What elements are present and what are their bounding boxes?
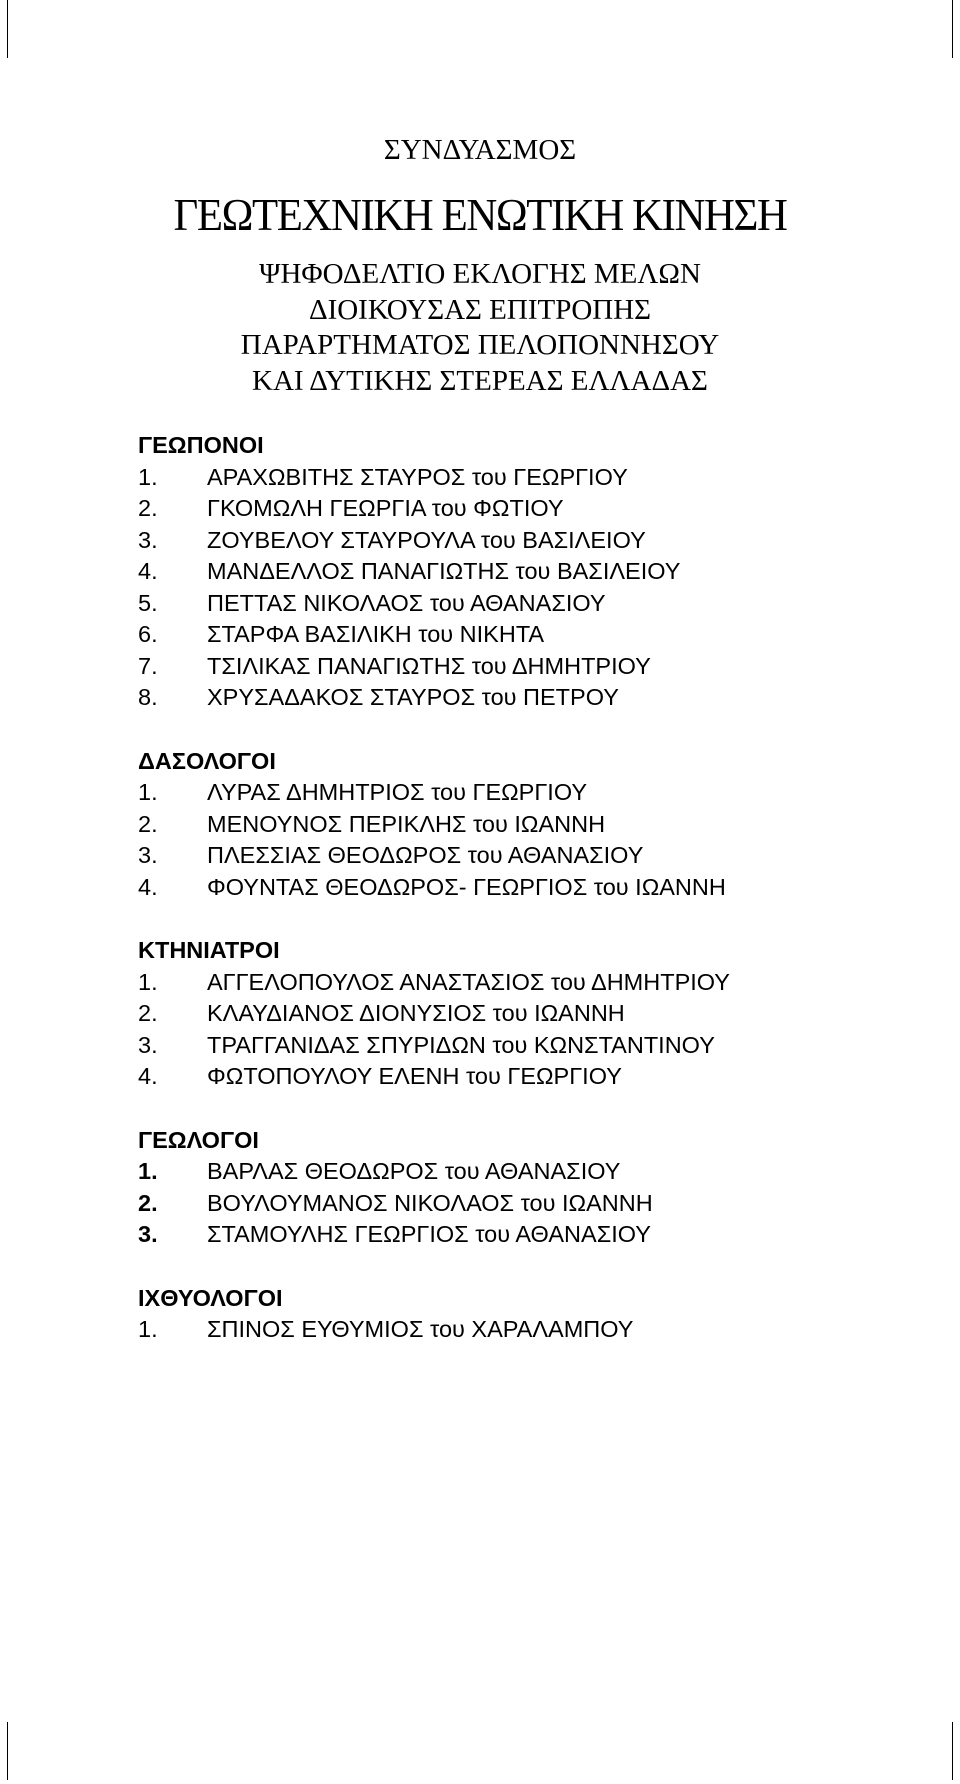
candidate-number: 1. — [138, 779, 158, 805]
candidate-name: ΛΥΡΑΣ ΔΗΜΗΤΡΙΟΣ του ΓΕΩΡΓΙΟΥ — [207, 779, 588, 805]
crop-mark-bottom-left — [7, 1722, 8, 1780]
candidate-number: 7. — [138, 652, 158, 679]
candidate-number: 2. — [138, 1189, 158, 1216]
candidate-number: 1. — [138, 968, 158, 995]
candidate-row — [138, 588, 898, 620]
ballot-subtitle-line-3: ΠΑΡΑΡΤΗΜΑΤΟΣ ΠΕΛΟΠΟΝΝΗΣΟΥ — [240, 329, 720, 361]
candidate-number: 1. — [138, 1158, 158, 1184]
candidate-name: ΣΤΑΡΦΑ ΒΑΣΙΛΙΚΗ του ΝΙΚΗΤΑ — [207, 621, 545, 647]
candidate-name: ΤΡΑΓΓΑΝΙΔΑΣ ΣΠΥΡΙΔΩΝ του ΚΩΝΣΤΑΝΤΙΝΟΥ — [207, 1031, 715, 1058]
candidate-number: 3. — [138, 1221, 158, 1247]
candidate-row — [138, 1156, 898, 1188]
crop-mark-top-right — [952, 0, 953, 58]
candidate-number: 4. — [138, 873, 158, 900]
candidate-number: 2. — [138, 1000, 158, 1026]
candidate-row — [138, 1314, 898, 1346]
candidate-row — [138, 872, 898, 904]
candidate-name: ΦΟΥΝΤΑΣ ΘΕΟΔΩΡΟΣ- ΓΕΩΡΓΙΟΣ του ΙΩΑΝΝΗ — [207, 873, 726, 900]
coalition-label: ΣΥΝΔΥΑΣΜΟΣ — [383, 134, 577, 166]
candidate-number: 1. — [138, 463, 158, 490]
ballot-subtitle-line-4: ΚΑΙ ΔΥΤΙΚΗΣ ΣΤΕΡΕΑΣ ΕΛΛΑΔΑΣ — [252, 365, 708, 397]
candidate-number: 2. — [138, 810, 158, 837]
candidate-row — [138, 682, 898, 714]
candidate-row — [138, 1188, 898, 1220]
candidate-name: ΜΕΝΟΥΝΟΣ ΠΕΡΙΚΛΗΣ του ΙΩΑΝΝΗ — [207, 810, 606, 837]
page-title: ΓΕΩΤΕΧΝΙΚΗ ΕΝΩΤΙΚΗ ΚΙΝΗΣΗ — [173, 189, 787, 240]
candidate-name: ΒΟΥΛΟΥΜΑΝΟΣ ΝΙΚΟΛΑΟΣ του ΙΩΑΝΝΗ — [207, 1189, 653, 1216]
candidate-row — [138, 840, 898, 872]
candidate-number: 4. — [138, 558, 158, 584]
candidate-number: 4. — [138, 1063, 158, 1089]
candidate-number: 1. — [138, 1316, 158, 1342]
candidate-row — [138, 998, 898, 1030]
candidate-row — [138, 525, 898, 557]
candidate-name: ΑΓΓΕΛΟΠΟΥΛΟΣ ΑΝΑΣΤΑΣΙΟΣ του ΔΗΜΗΤΡΙΟΥ — [207, 968, 730, 995]
candidate-row — [138, 1219, 898, 1251]
candidate-row — [138, 619, 898, 651]
crop-mark-bottom-right — [952, 1722, 953, 1780]
section-ktiniatroi — [138, 935, 898, 1093]
candidate-row — [138, 1030, 898, 1062]
candidate-row — [138, 777, 898, 809]
section-geoponoi — [138, 430, 898, 714]
candidate-name: ΓΚΟΜΩΛΗ ΓΕΩΡΓΙΑ του ΦΩΤΙΟΥ — [207, 495, 564, 521]
ballot-subtitle-line-2: ΔΙΟΙΚΟΥΣΑΣ ΕΠΙΤΡΟΠΗΣ — [308, 294, 652, 326]
candidate-name: ΒΑΡΛΑΣ ΘΕΟΔΩΡΟΣ του ΑΘΑΝΑΣΙΟΥ — [207, 1158, 621, 1184]
candidate-name: ΠΕΤΤΑΣ ΝΙΚΟΛΑΟΣ του ΑΘΑΝΑΣΙΟΥ — [207, 589, 606, 616]
candidate-row — [138, 493, 898, 525]
section-heading: ΔΑΣΟΛΟΓΟΙ — [138, 747, 276, 774]
candidate-name: ΣΤΑΜΟΥΛΗΣ ΓΕΩΡΓΙΟΣ του ΑΘΑΝΑΣΙΟΥ — [207, 1221, 651, 1247]
candidate-name: ΚΛΑΥΔΙΑΝΟΣ ΔΙΟΝΥΣΙΟΣ του ΙΩΑΝΝΗ — [207, 1000, 625, 1026]
candidate-number: 3. — [138, 1031, 158, 1058]
candidate-lists — [138, 430, 898, 1378]
candidate-name: ΤΣΙΛΙΚΑΣ ΠΑΝΑΓΙΩΤΗΣ του ΔΗΜΗΤΡΙΟΥ — [207, 652, 651, 679]
section-dasologoi — [138, 746, 898, 904]
candidate-number: 2. — [138, 495, 158, 521]
section-heading: ΚΤΗΝΙΑΤΡΟΙ — [138, 937, 280, 963]
candidate-number: 5. — [138, 589, 158, 616]
candidate-row — [138, 809, 898, 841]
candidate-number: 8. — [138, 684, 158, 710]
candidate-name: ΣΠΙΝΟΣ ΕΥΘΥΜΙΟΣ του ΧΑΡΑΛΑΜΠΟΥ — [207, 1316, 634, 1342]
section-heading: ΓΕΩΠΟΝΟΙ — [138, 432, 264, 458]
candidate-row — [138, 967, 898, 999]
candidate-number: 3. — [138, 842, 158, 868]
candidate-number: 3. — [138, 526, 158, 553]
section-heading: ΓΕΩΛΟΓΟΙ — [138, 1126, 259, 1153]
section-geologoi — [138, 1125, 898, 1251]
candidate-name: ΠΛΕΣΣΙΑΣ ΘΕΟΔΩΡΟΣ του ΑΘΑΝΑΣΙΟΥ — [207, 842, 644, 868]
candidate-name: ΧΡΥΣΑΔΑΚΟΣ ΣΤΑΥΡΟΣ του ΠΕΤΡΟΥ — [207, 684, 619, 710]
section-ichthyologoi — [138, 1283, 898, 1346]
crop-mark-top-left — [7, 0, 8, 58]
ballot-subtitle-line-1: ΨΗΦΟΔΕΛΤΙΟ ΕΚΛΟΓΗΣ ΜΕΛΩΝ — [259, 258, 701, 290]
candidate-name: ΜΑΝΔΕΛΛΟΣ ΠΑΝΑΓΙΩΤΗΣ του ΒΑΣΙΛΕΙΟΥ — [207, 558, 681, 584]
candidate-row — [138, 556, 898, 588]
candidate-name: ΦΩΤΟΠΟΥΛΟΥ ΕΛΕΝΗ του ΓΕΩΡΓΙΟΥ — [207, 1063, 622, 1089]
candidate-name: ΑΡΑΧΩΒΙΤΗΣ ΣΤΑΥΡΟΣ του ΓΕΩΡΓΙΟΥ — [207, 463, 628, 490]
candidate-row — [138, 1061, 898, 1093]
candidate-name: ΖΟΥΒΕΛΟΥ ΣΤΑΥΡΟΥΛΑ του ΒΑΣΙΛΕΙΟΥ — [207, 526, 646, 553]
section-heading: ΙΧΘΥΟΛΟΓΟΙ — [138, 1284, 283, 1311]
candidate-row — [138, 462, 898, 494]
candidate-number: 6. — [138, 621, 158, 647]
candidate-row — [138, 651, 898, 683]
